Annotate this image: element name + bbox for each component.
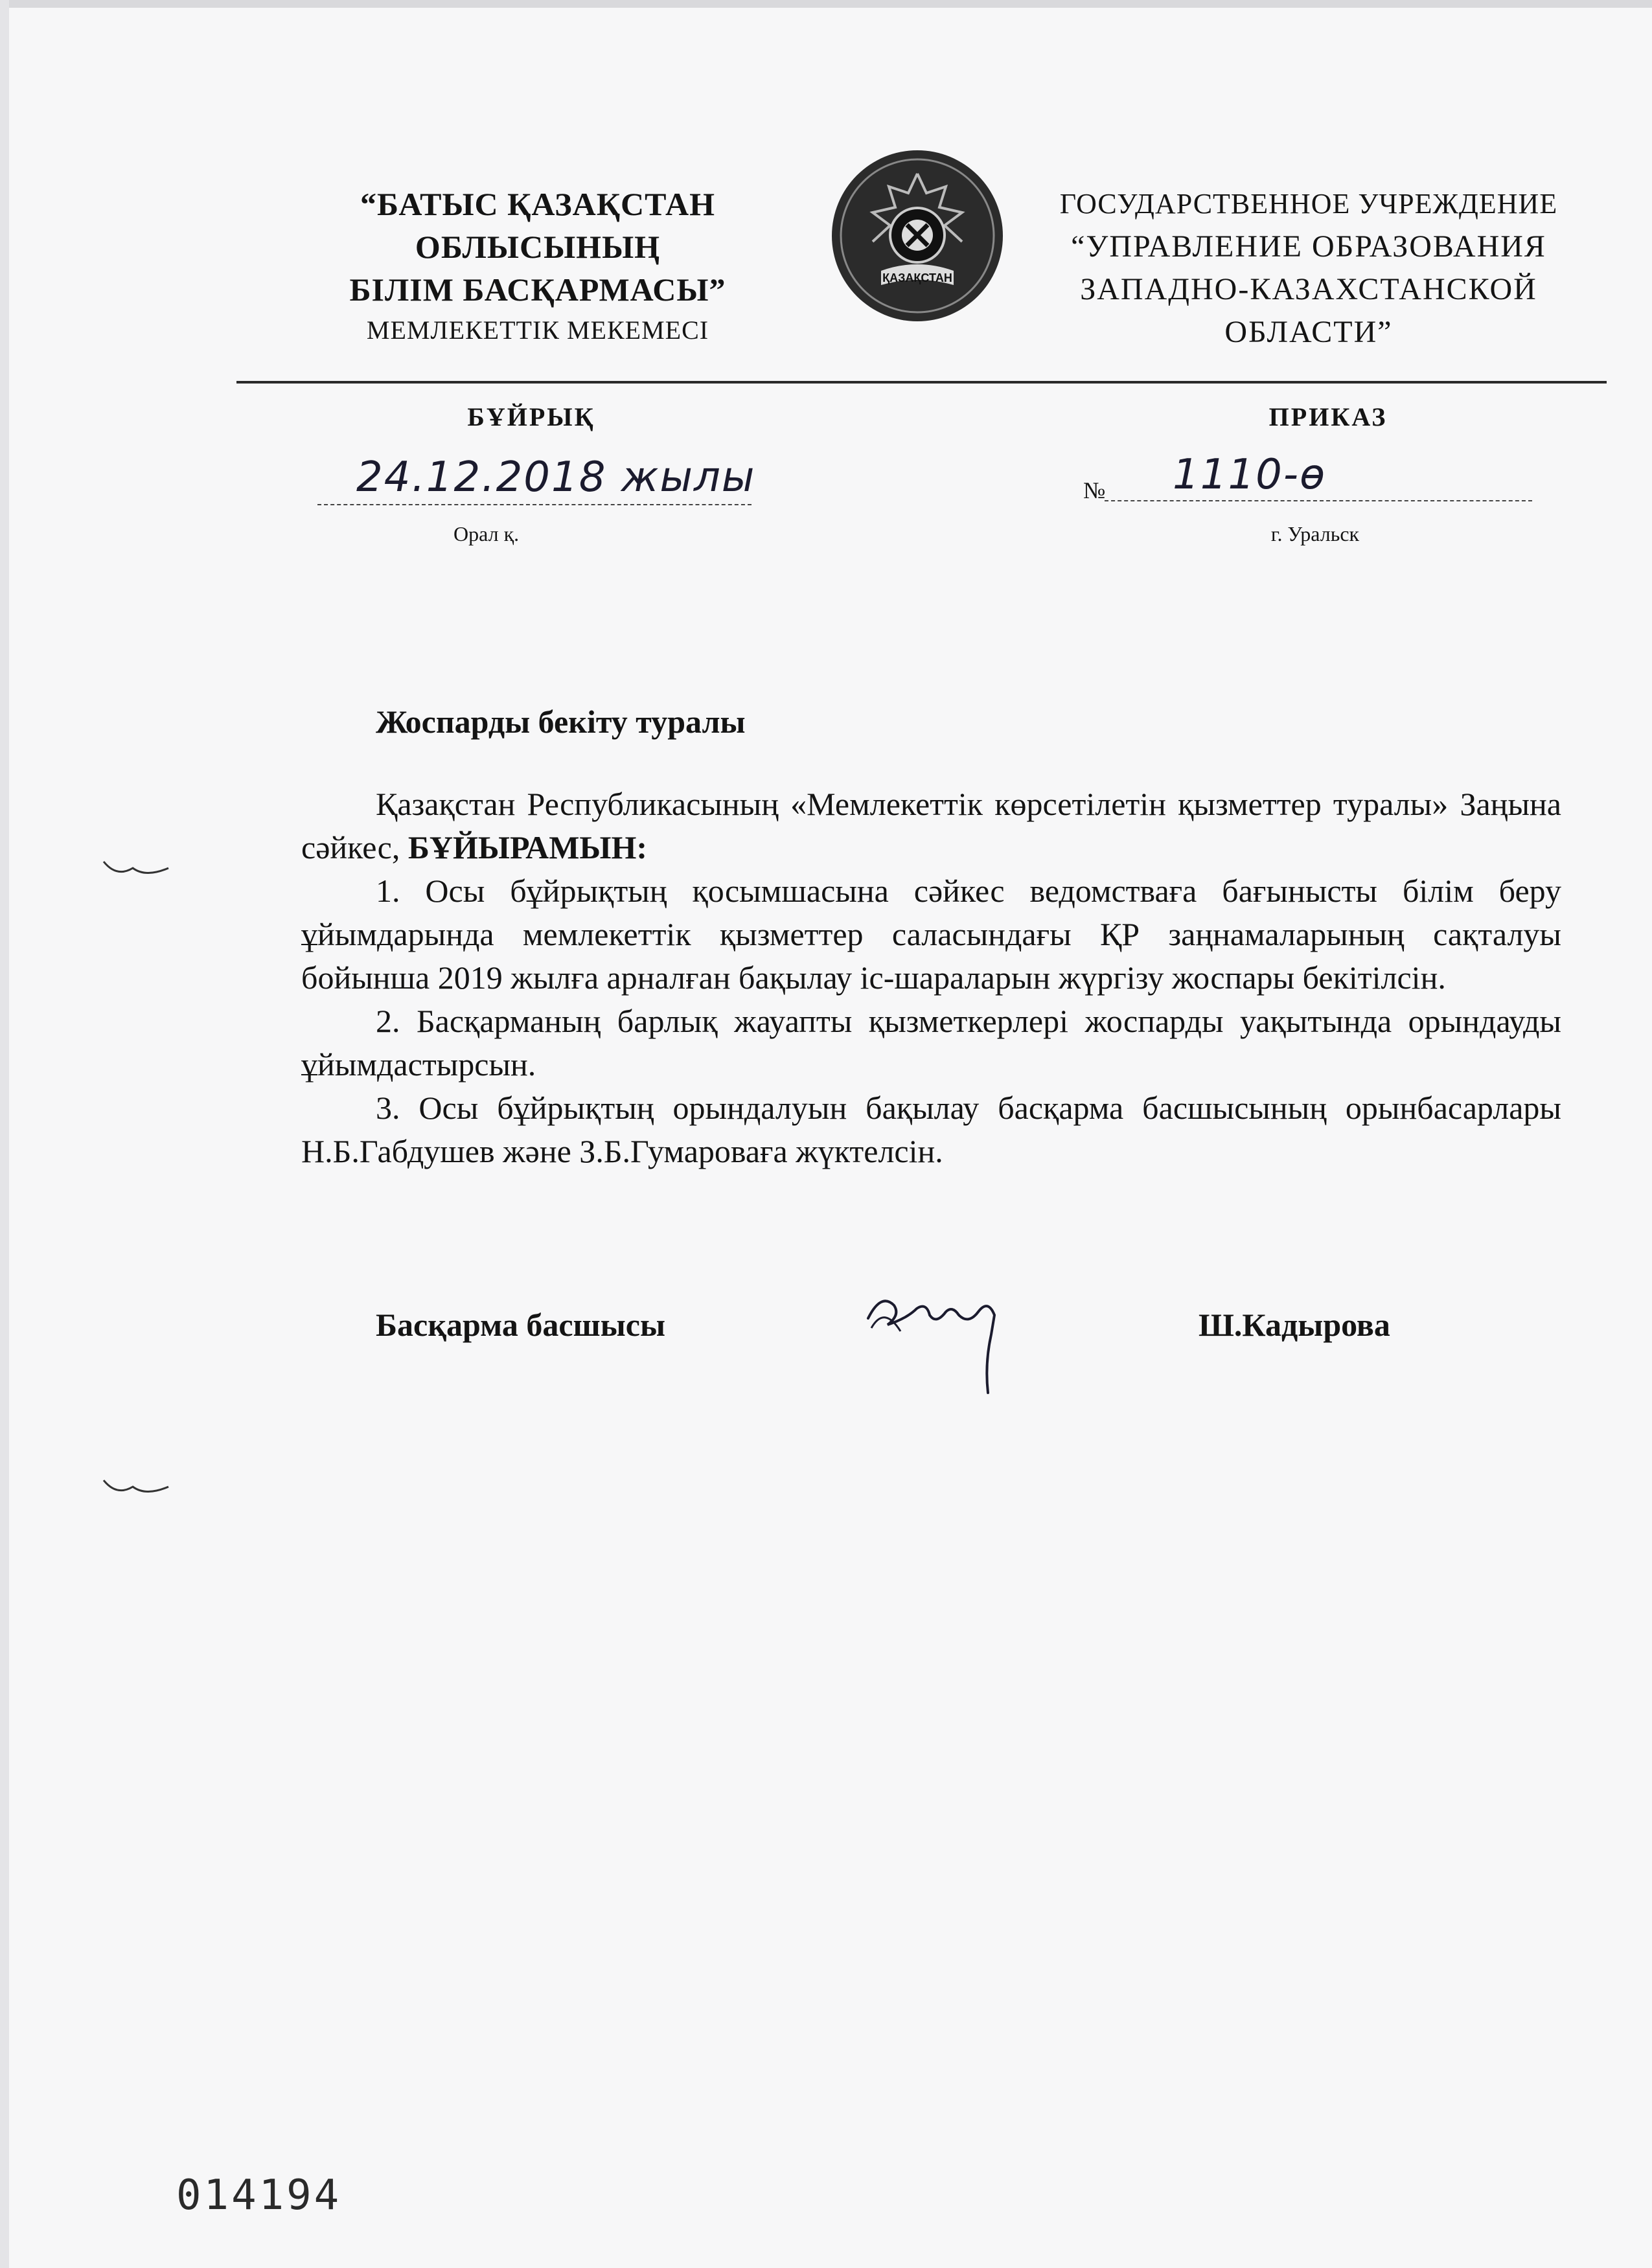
punch-hole-mark — [97, 842, 175, 881]
order-label-ru: ПРИКАЗ — [1268, 402, 1388, 431]
letterhead-kz-line-1: “БАТЫС ҚАЗАҚСТАН — [360, 186, 715, 222]
date-underline — [317, 504, 751, 505]
emblem-label: ҚАЗАҚСТАН — [882, 271, 952, 284]
punch-hole-mark — [97, 1461, 175, 1500]
order-number-sign: № — [1083, 477, 1106, 503]
serial-number: 014194 — [176, 2171, 342, 2219]
letterhead-kz-line-2: ОБЛЫСЫНЫҢ — [415, 229, 661, 265]
letterhead-kz-line-3: БІЛІМ БАСҚАРМАСЫ” — [349, 271, 726, 308]
letterhead-ru-line-2: “УПРАВЛЕНИЕ ОБРАЗОВАНИЯ — [1071, 229, 1546, 264]
signatory-title: Басқарма басшысы — [376, 1307, 665, 1343]
document-body — [301, 783, 1561, 1173]
letterhead-russian — [1017, 183, 1600, 354]
intro-text: Қазақстан Республикасының «Мемлекеттік көрсетілетін қызметтер туралы» Заңына сәйкес, — [301, 786, 1561, 865]
letterhead-ru-line-4: ОБЛАСТИ” — [1224, 315, 1393, 349]
order-label-kz: БҰЙРЫҚ — [467, 402, 595, 431]
letterhead-kazakh — [311, 183, 764, 350]
order-number: 1110-ө — [1173, 451, 1327, 499]
letterhead-ru-line-3: ЗАПАДНО-КАЗАХСТАНСКОЙ — [1080, 272, 1537, 306]
intro-paragraph — [301, 783, 1561, 869]
handwritten-signature — [855, 1279, 1024, 1409]
scan-top-edge — [0, 0, 1652, 8]
state-emblem-icon — [829, 148, 1005, 324]
city-ru: г. Уральск — [1270, 522, 1360, 545]
scan-left-edge — [0, 0, 9, 2268]
order-item-1: 1. Осы бұйрықтың қосымшасына сәйкес ведомстваға бағынысты білім беру ұйымдарында мемлекеттік қызметтер саласындағы ҚР заңнамаларының сақталуы бойынша 2019 жылға арналған бақылау іс-шараларын жүргізу жоспары бекітілсін. — [301, 873, 1561, 996]
letterhead-kz-line-4: МЕМЛЕКЕТТІК МЕКЕМЕСІ — [366, 315, 709, 345]
number-underline — [1105, 500, 1532, 501]
letterhead-ru-line-1: ГОСУДАРСТВЕННОЕ УЧРЕЖДЕНИЕ — [1059, 188, 1558, 220]
city-kz: Орал қ. — [453, 522, 520, 545]
order-date: 24.12.2018 жылы — [356, 453, 756, 501]
document-title: Жоспарды бекіту туралы — [376, 704, 746, 740]
order-item-3: 3. Осы бұйрықтың орындалуын бақылау басқарма басшысының орынбасарлары Н.Б.Габдушев және З.Б.Гумароваға жүктелсін. — [301, 1090, 1561, 1169]
signatory-name: Ш.Кадырова — [1199, 1307, 1390, 1343]
header-divider — [236, 381, 1607, 384]
order-item-2: 2. Басқарманың барлық жауапты қызметкерлері жоспарды уақытында орындауды ұйымдастырсын. — [301, 1003, 1561, 1082]
intro-command: БҰЙЫРАМЫН: — [407, 829, 648, 865]
